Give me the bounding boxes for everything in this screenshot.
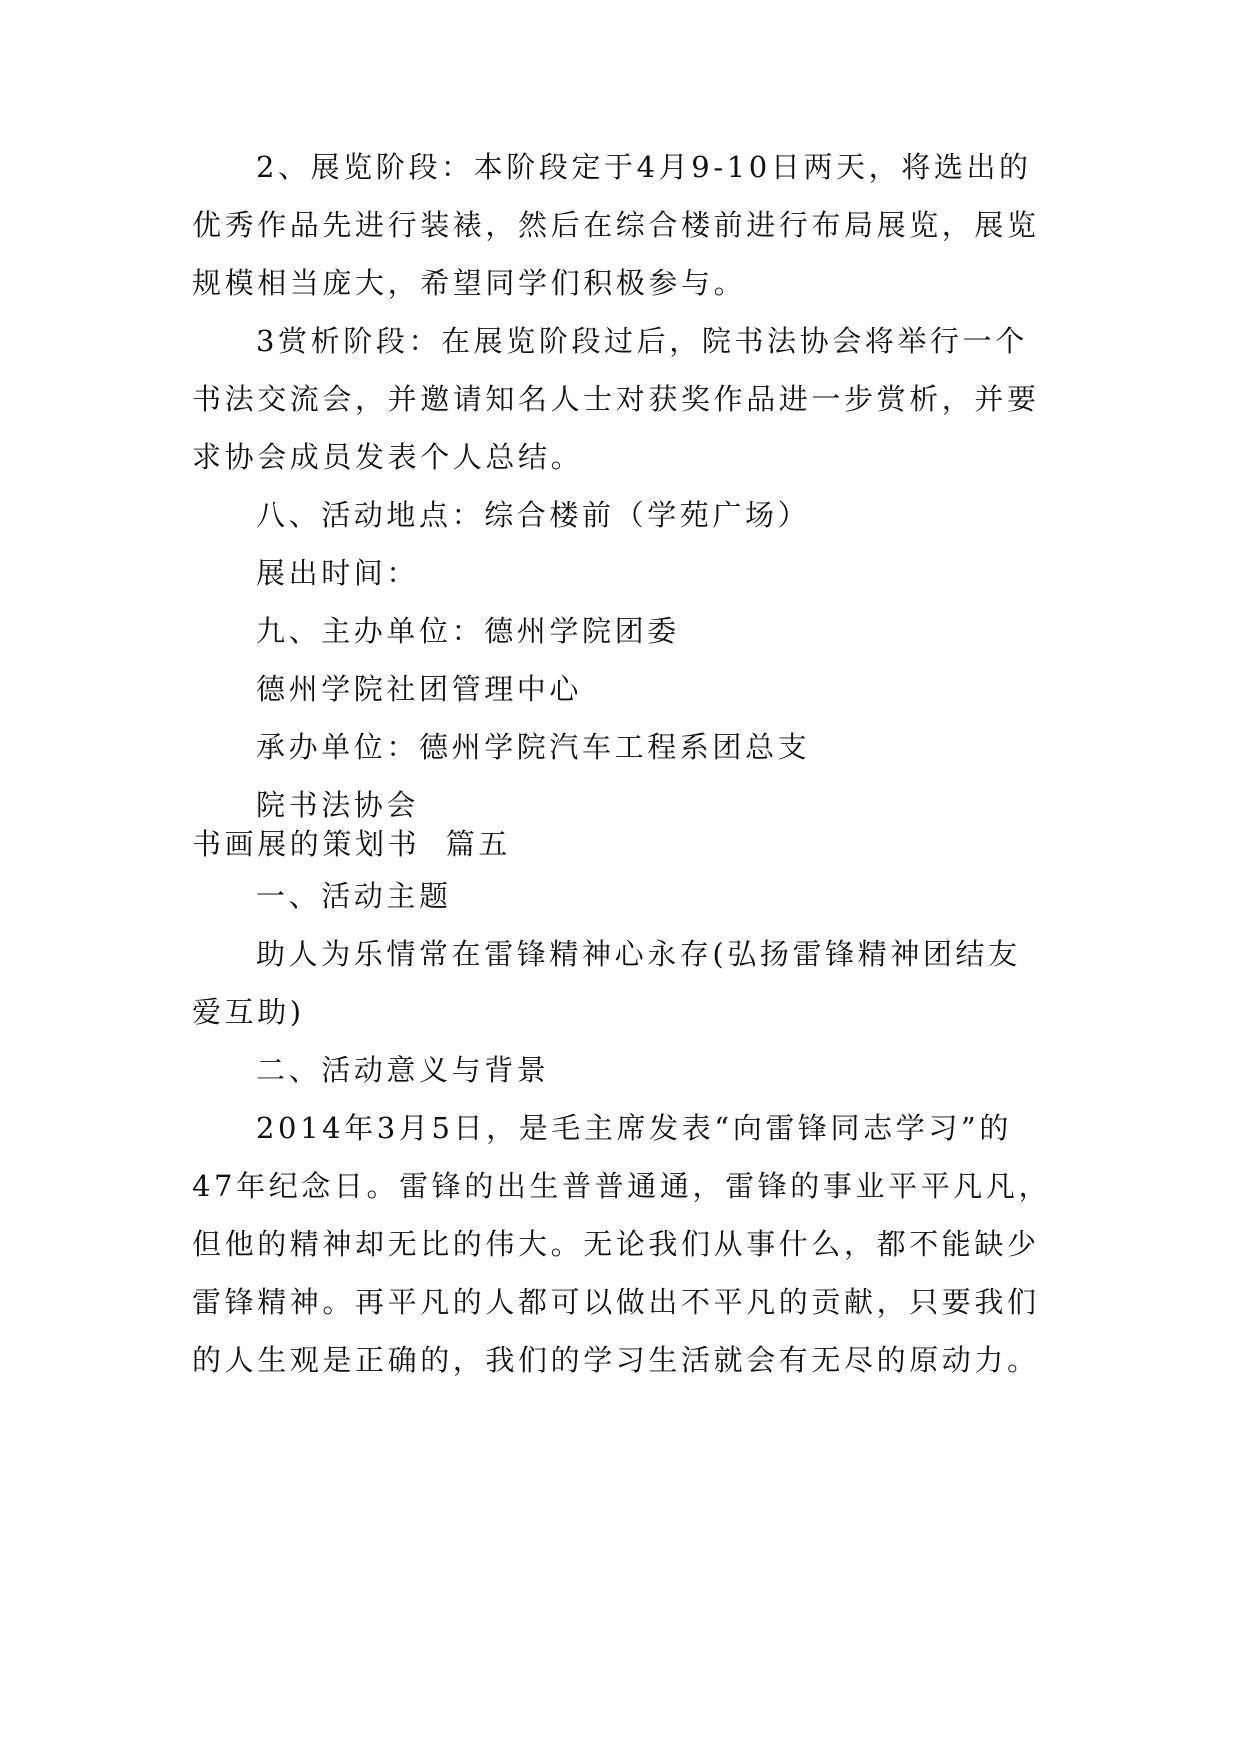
organizer-unit-2: 院书法协会 [256, 788, 420, 822]
section-exhibition-plan [192, 138, 1052, 834]
activity-location: 八、活动地点：综合楼前（学苑广场） [256, 498, 811, 532]
paragraph-exhibition-stage: 2、展览阶段：本阶段定于4月9-10日两天，将选出的优秀作品先进行装裱，然后在综合楼前进行布局展览，展览规模相当庞大，希望同学们积极参与。 [192, 150, 1040, 300]
section-title: 书画展的策划书 篇五 [192, 827, 512, 861]
section-lei-feng-plan [192, 867, 1052, 1389]
theme-heading: 一、活动主题 [256, 879, 452, 913]
background-heading: 二、活动意义与背景 [256, 1053, 550, 1087]
host-unit-2: 德州学院社团管理中心 [256, 672, 583, 706]
exhibit-time: 展出时间： [256, 556, 420, 590]
paragraph-appreciation-stage: 3赏析阶段：在展览阶段过后，院书法协会将举行一个书法交流会，并邀请知名人士对获奖作品进一步赏析，并要求协会成员发表个人总结。 [192, 324, 1040, 474]
host-unit: 九、主办单位：德州学院团委 [256, 614, 680, 648]
background-text: 2014年3月5日，是毛主席发表“向雷锋同志学习”的47年纪念日。雷锋的出生普普通通，雷锋的事业平平凡凡，但他的精神却无比的伟大。无论我们从事什么，都不能缺少雷锋精神。再平凡的人都可以做出不平凡的贡献，只要我们的人生观是正确的，我们的学习生活就会有无尽的原动力。 [192, 1111, 1052, 1377]
organizer-unit: 承办单位：德州学院汽车工程系团总支 [256, 730, 811, 764]
theme-text: 助人为乐情常在雷锋精神心永存(弘扬雷锋精神团结友爱互助) [192, 937, 1021, 1029]
